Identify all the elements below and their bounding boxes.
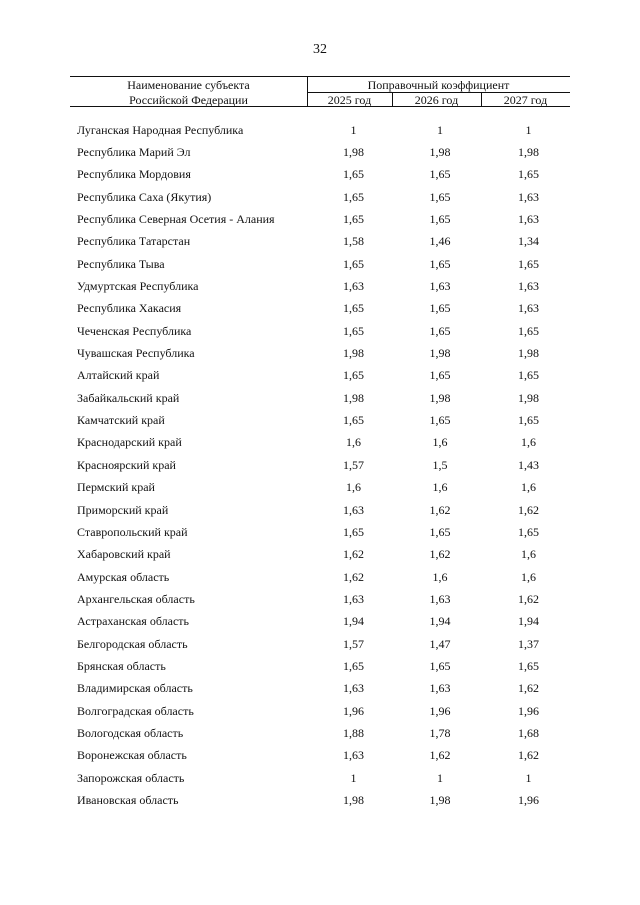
coefficient-2027-cell: 1,6 xyxy=(521,480,536,495)
region-name-cell: Ивановская область xyxy=(77,792,179,807)
region-name-cell: Владимирская область xyxy=(77,681,193,696)
coefficient-2025-cell: 1,63 xyxy=(343,279,364,294)
coefficient-2027-cell: 1,65 xyxy=(518,368,539,383)
table-row xyxy=(77,298,576,320)
coefficient-2025-cell: 1,57 xyxy=(343,636,364,651)
coefficient-2026-cell: 1,78 xyxy=(429,725,451,740)
region-column-header-line2: Российской Федерации xyxy=(129,93,248,107)
region-name-cell: Ставропольский край xyxy=(77,524,188,539)
region-name-cell: Белгородская область xyxy=(77,636,188,651)
table-row xyxy=(77,119,576,141)
coefficient-2025-cell: 1,63 xyxy=(343,502,364,517)
coefficient-2026-cell: 1 xyxy=(437,770,443,785)
coefficient-2026-cell: 1,65 xyxy=(429,323,451,338)
coefficient-2026-cell: 1,98 xyxy=(429,390,451,405)
coefficient-table xyxy=(77,119,576,812)
coefficient-2027-cell: 1,37 xyxy=(518,636,539,651)
coefficient-2027-cell: 1,62 xyxy=(518,502,539,517)
coefficient-2026-cell: 1,98 xyxy=(429,145,451,160)
region-name-cell: Краснодарский край xyxy=(77,435,182,450)
coefficient-2026-cell: 1,6 xyxy=(432,435,448,450)
coefficient-2025-cell: 1,96 xyxy=(343,703,364,718)
coefficient-2026-cell: 1,62 xyxy=(429,547,451,562)
coefficient-2025-cell: 1,65 xyxy=(343,323,364,338)
table-row xyxy=(77,745,576,767)
region-name-cell: Забайкальский край xyxy=(77,390,180,405)
coefficient-2026-cell: 1,65 xyxy=(429,256,451,271)
coefficient-2027-cell: 1,65 xyxy=(518,658,539,673)
page-number: 32 xyxy=(313,42,327,57)
coefficient-2026-cell: 1,63 xyxy=(429,279,451,294)
coefficient-2027-cell: 1,6 xyxy=(521,435,536,450)
table-row xyxy=(77,611,576,633)
coefficient-2027-cell: 1,43 xyxy=(518,457,539,472)
table-row xyxy=(77,387,576,409)
coefficient-2027-cell: 1,65 xyxy=(518,256,539,271)
coefficient-2026-cell: 1,6 xyxy=(432,569,448,584)
coefficient-2027-cell: 1,65 xyxy=(518,524,539,539)
year-header: 2025 год xyxy=(327,93,372,107)
coefficient-2025-cell: 1,65 xyxy=(343,524,364,539)
coefficient-2025-cell: 1,63 xyxy=(343,681,364,696)
coefficient-2027-cell: 1,63 xyxy=(518,301,539,316)
table-row xyxy=(77,275,576,297)
coefficient-2026-cell: 1,65 xyxy=(429,368,451,383)
coefficient-2025-cell: 1,58 xyxy=(343,234,364,249)
coefficient-2025-cell: 1,98 xyxy=(343,346,364,361)
table-row xyxy=(77,633,576,655)
coefficient-2025-cell: 1,63 xyxy=(343,748,364,763)
region-column-header-line1: Наименование субъекта xyxy=(127,78,250,92)
coefficient-2027-cell: 1,34 xyxy=(518,234,539,249)
year-header: 2026 год xyxy=(414,93,459,107)
coefficient-2025-cell: 1 xyxy=(350,770,357,785)
coefficient-2025-cell: 1,98 xyxy=(343,145,364,160)
coefficient-2025-cell: 1,65 xyxy=(343,256,364,271)
coefficient-2026-cell: 1,65 xyxy=(429,524,451,539)
table-row xyxy=(77,722,576,744)
region-name-cell: Хабаровский край xyxy=(77,547,171,562)
coefficient-2027-cell: 1,94 xyxy=(518,614,539,629)
table-row xyxy=(77,566,576,588)
region-name-cell: Луганская Народная Республика xyxy=(77,122,244,137)
coefficient-2026-cell: 1,65 xyxy=(429,189,451,204)
coefficient-2025-cell: 1,65 xyxy=(343,301,364,316)
region-name-cell: Брянская область xyxy=(77,658,166,673)
table-row xyxy=(77,365,576,387)
table-row xyxy=(77,320,576,342)
coefficient-2027-cell: 1,62 xyxy=(518,748,539,763)
coefficient-2027-cell: 1 xyxy=(525,122,532,137)
table-row xyxy=(77,141,576,163)
coefficient-2027-cell: 1,96 xyxy=(518,792,539,807)
table-row xyxy=(77,521,576,543)
coefficient-2026-cell: 1,6 xyxy=(432,480,448,495)
table-row xyxy=(77,186,576,208)
region-name-cell: Республика Саха (Якутия) xyxy=(77,189,212,204)
coefficient-2025-cell: 1,6 xyxy=(346,480,361,495)
coefficient-2027-cell: 1,6 xyxy=(521,547,536,562)
coefficient-2025-cell: 1,65 xyxy=(343,368,364,383)
region-name-cell: Камчатский край xyxy=(77,413,165,428)
coefficient-2026-cell: 1,65 xyxy=(429,167,451,182)
coefficient-2027-cell: 1 xyxy=(525,770,532,785)
coefficient-2025-cell: 1,65 xyxy=(343,413,364,428)
table-row xyxy=(77,789,576,811)
coefficient-2026-cell: 1,63 xyxy=(429,681,451,696)
coefficient-2026-cell: 1,63 xyxy=(429,591,451,606)
region-name-cell: Республика Северная Осетия - Алания xyxy=(77,212,275,227)
region-name-cell: Вологодская область xyxy=(77,725,184,740)
coefficient-2027-cell: 1,65 xyxy=(518,323,539,338)
table-row xyxy=(77,678,576,700)
coefficient-2025-cell: 1,62 xyxy=(343,547,364,562)
region-name-cell: Пермский край xyxy=(77,480,155,495)
region-name-cell: Архангельская область xyxy=(77,591,195,606)
coefficient-2026-cell: 1,46 xyxy=(429,234,451,249)
coefficient-2025-cell: 1,65 xyxy=(343,212,364,227)
coefficient-2027-cell: 1,63 xyxy=(518,189,539,204)
table-row xyxy=(77,342,576,364)
coefficient-2026-cell: 1,65 xyxy=(429,658,451,673)
coefficient-2025-cell: 1,98 xyxy=(343,390,364,405)
table-row xyxy=(77,208,576,230)
coefficient-group-header: Поправочный коэффициент xyxy=(367,78,510,92)
coefficient-2026-cell: 1,94 xyxy=(429,614,451,629)
coefficient-2025-cell: 1,98 xyxy=(343,792,364,807)
coefficient-2027-cell: 1,65 xyxy=(518,413,539,428)
coefficient-2026-cell: 1,96 xyxy=(429,703,451,718)
table-row xyxy=(77,655,576,677)
coefficient-2025-cell: 1,65 xyxy=(343,189,364,204)
coefficient-2027-cell: 1,65 xyxy=(518,167,539,182)
table-row xyxy=(77,231,576,253)
region-name-cell: Красноярский край xyxy=(77,457,176,472)
coefficient-2027-cell: 1,63 xyxy=(518,212,539,227)
table-row xyxy=(77,700,576,722)
coefficient-2026-cell: 1,5 xyxy=(432,457,448,472)
region-name-cell: Удмуртская Республика xyxy=(77,279,199,294)
region-name-cell: Приморский край xyxy=(77,502,169,517)
coefficient-2026-cell: 1 xyxy=(437,122,443,137)
year-header: 2027 год xyxy=(503,93,548,107)
region-name-cell: Астраханская область xyxy=(77,614,189,629)
region-name-cell: Чувашская Республика xyxy=(77,346,195,361)
coefficient-2025-cell: 1,6 xyxy=(346,435,361,450)
coefficient-2027-cell: 1,63 xyxy=(518,279,539,294)
table-row xyxy=(77,164,576,186)
coefficient-2026-cell: 1,65 xyxy=(429,212,451,227)
coefficient-2025-cell: 1,57 xyxy=(343,457,364,472)
coefficient-2026-cell: 1,62 xyxy=(429,502,451,517)
table-row xyxy=(77,454,576,476)
coefficient-2027-cell: 1,62 xyxy=(518,681,539,696)
table-row xyxy=(77,432,576,454)
coefficient-2025-cell: 1 xyxy=(350,122,357,137)
region-name-cell: Запорожская область xyxy=(77,770,185,785)
region-name-cell: Республика Хакасия xyxy=(77,301,182,316)
region-name-cell: Республика Марий Эл xyxy=(77,145,191,160)
coefficient-2026-cell: 1,47 xyxy=(429,636,451,651)
coefficient-2027-cell: 1,96 xyxy=(518,703,539,718)
header-top-rule xyxy=(70,76,570,77)
coefficient-2027-cell: 1,62 xyxy=(518,591,539,606)
coefficient-2025-cell: 1,63 xyxy=(343,591,364,606)
table-row xyxy=(77,477,576,499)
coefficient-2027-cell: 1,68 xyxy=(518,725,539,740)
coefficient-2026-cell: 1,98 xyxy=(429,346,451,361)
coefficient-2026-cell: 1,62 xyxy=(429,748,451,763)
coefficient-2025-cell: 1,94 xyxy=(343,614,364,629)
table-row xyxy=(77,499,576,521)
region-name-cell: Республика Мордовия xyxy=(77,167,191,182)
coefficient-2026-cell: 1,65 xyxy=(429,413,451,428)
table-row xyxy=(77,588,576,610)
region-name-cell: Волгоградская область xyxy=(77,703,194,718)
coefficient-2027-cell: 1,6 xyxy=(521,569,536,584)
coefficient-2025-cell: 1,65 xyxy=(343,167,364,182)
coefficient-2025-cell: 1,62 xyxy=(343,569,364,584)
region-name-cell: Воронежская область xyxy=(77,748,187,763)
table-row xyxy=(77,409,576,431)
coefficient-2027-cell: 1,98 xyxy=(518,145,539,160)
coefficient-2026-cell: 1,65 xyxy=(429,301,451,316)
coefficient-2027-cell: 1,98 xyxy=(518,390,539,405)
region-name-cell: Республика Татарстан xyxy=(77,234,191,249)
region-name-cell: Алтайский край xyxy=(77,368,160,383)
table-body xyxy=(77,119,576,812)
coefficient-2025-cell: 1,65 xyxy=(343,658,364,673)
table-row xyxy=(77,767,576,789)
region-name-cell: Амурская область xyxy=(77,569,170,584)
coefficient-2026-cell: 1,98 xyxy=(429,792,451,807)
table-row xyxy=(77,544,576,566)
coefficient-2025-cell: 1,88 xyxy=(343,725,364,740)
region-name-cell: Чеченская Республика xyxy=(77,323,192,338)
region-name-cell: Республика Тыва xyxy=(77,256,165,271)
coefficient-2027-cell: 1,98 xyxy=(518,346,539,361)
table-row xyxy=(77,253,576,275)
